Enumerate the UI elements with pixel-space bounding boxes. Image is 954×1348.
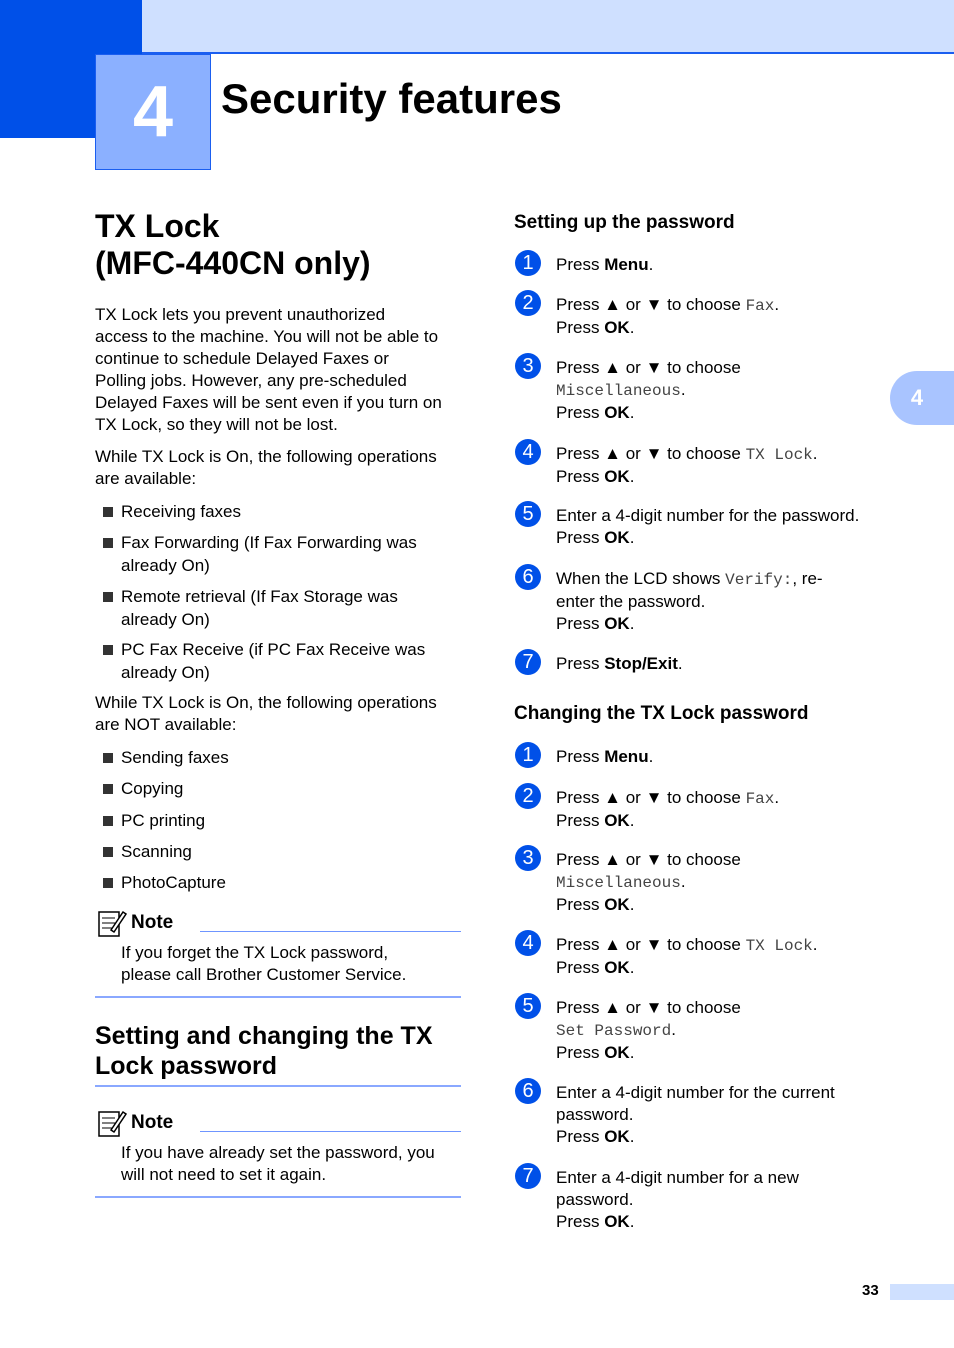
step-text: Enter a 4-digit number for the current password. Press OK. bbox=[556, 1083, 835, 1146]
step-number: 4 bbox=[515, 930, 541, 956]
list-item: Copying bbox=[103, 777, 476, 800]
note-pencil-icon bbox=[97, 908, 127, 938]
step-number: 2 bbox=[515, 290, 541, 316]
step-text: Press ▲ or ▼ to choose Fax. Press OK. bbox=[556, 788, 780, 830]
note-label: Note bbox=[131, 1112, 174, 1133]
step-text: When the LCD shows Verify:, re- enter the password. Press OK. bbox=[556, 569, 823, 633]
step-text: Press Menu. bbox=[556, 747, 654, 766]
step-text: Press ▲ or ▼ to choose Miscellaneous. Press OK. bbox=[556, 358, 741, 422]
step-text: Press ▲ or ▼ to choose TX Lock. Press OK. bbox=[556, 935, 818, 977]
list-item: Scanning bbox=[103, 840, 476, 863]
step-number: 3 bbox=[515, 845, 541, 871]
step-number: 6 bbox=[515, 1078, 541, 1104]
section-title-set-change: Setting and changing the TX Lock password bbox=[95, 1022, 433, 1080]
page-number: 33 bbox=[862, 1282, 879, 1299]
note-bottom-rule bbox=[95, 1196, 461, 1198]
subsection-title-setup: Setting up the password bbox=[514, 212, 735, 233]
step-text: Press ▲ or ▼ to choose Miscellaneous. Press OK. bbox=[556, 850, 741, 914]
list-item: Remote retrieval (If Fax Storage was already On) bbox=[103, 585, 476, 631]
step-number: 2 bbox=[515, 783, 541, 809]
available-intro: While TX Lock is On, the following operations are available: bbox=[95, 447, 437, 488]
step-text: Press Stop/Exit. bbox=[556, 654, 683, 673]
list-item: PC printing bbox=[103, 809, 476, 832]
list-item: PC Fax Receive (if PC Fax Receive was already On) bbox=[103, 638, 476, 684]
list-item: Sending faxes bbox=[103, 746, 476, 769]
intro-paragraph: TX Lock lets you prevent unauthorized access to the machine. You will not be able to continue to schedule Delayed Faxes or Polling jobs. However, any pre-scheduled Delayed Faxes will be sent even if you turn on TX Lock, so they will not be lost. bbox=[95, 305, 442, 434]
list-item: Fax Forwarding (If Fax Forwarding was already On) bbox=[103, 531, 476, 577]
step-number: 6 bbox=[515, 564, 541, 590]
step-text: Enter a 4-digit number for the password. Press OK. bbox=[556, 506, 860, 547]
step-number: 3 bbox=[515, 353, 541, 379]
footer-bar bbox=[890, 1284, 954, 1300]
step-number: 1 bbox=[515, 250, 541, 276]
chapter-number-box bbox=[95, 54, 211, 170]
step-text: Press ▲ or ▼ to choose Fax. Press OK. bbox=[556, 295, 780, 337]
step-number: 5 bbox=[515, 501, 541, 527]
step-text: Enter a 4-digit number for a new password. Press OK. bbox=[556, 1168, 799, 1231]
chapter-number: 4 bbox=[132, 72, 174, 152]
step-text: Press ▲ or ▼ to choose TX Lock. Press OK. bbox=[556, 444, 818, 486]
note-header bbox=[97, 1108, 461, 1138]
note-text: If you forget the TX Lock password, please call Brother Customer Service. bbox=[121, 943, 407, 984]
section-title-tx-lock: TX Lock (MFC-440CN only) bbox=[95, 208, 371, 281]
list-item: Receiving faxes bbox=[103, 500, 476, 523]
step-text: Press Menu. bbox=[556, 255, 654, 274]
step-number: 4 bbox=[515, 439, 541, 465]
section-rule bbox=[95, 1085, 461, 1087]
note-pencil-icon bbox=[97, 1108, 127, 1138]
chapter-title: Security features bbox=[221, 75, 562, 122]
header-band bbox=[142, 0, 954, 54]
subsection-title-change: Changing the TX Lock password bbox=[514, 703, 809, 724]
not-available-intro: While TX Lock is On, the following operations are NOT available: bbox=[95, 693, 437, 734]
note-text: If you have already set the password, you will not need to set it again. bbox=[121, 1143, 435, 1184]
note-divider bbox=[200, 931, 461, 932]
note-bottom-rule bbox=[95, 996, 461, 998]
side-tab-label: 4 bbox=[910, 385, 924, 410]
step-number: 7 bbox=[515, 649, 541, 675]
note-header bbox=[97, 908, 461, 938]
step-number: 5 bbox=[515, 993, 541, 1019]
step-text: Press ▲ or ▼ to choose Set Password. Press OK. bbox=[556, 998, 741, 1062]
step-number: 7 bbox=[515, 1163, 541, 1189]
list-item: PhotoCapture bbox=[103, 871, 476, 894]
step-number: 1 bbox=[515, 742, 541, 768]
note-divider bbox=[200, 1131, 461, 1132]
note-label: Note bbox=[131, 912, 174, 933]
